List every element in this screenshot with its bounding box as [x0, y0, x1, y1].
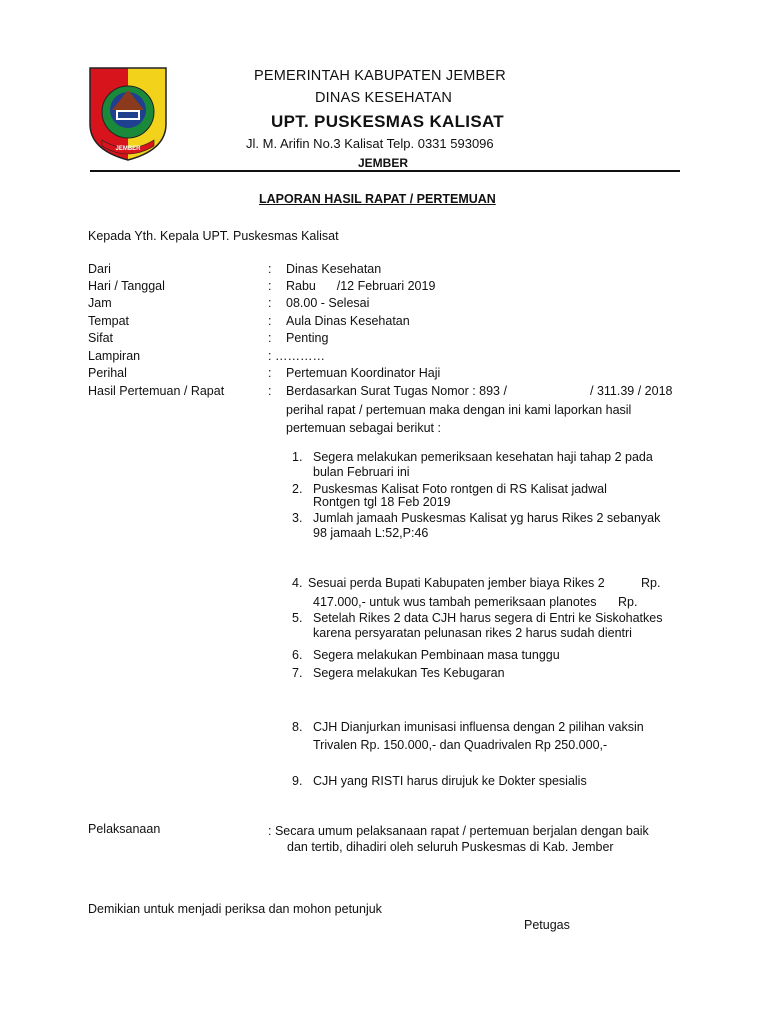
item-text-2: Puskesmas Kalisat Foto rontgen di RS Kalisat jadwal: [313, 482, 607, 496]
field-value-sifat: Penting: [286, 331, 329, 345]
field-colon-lampiran: : …………: [268, 349, 325, 363]
item-text-6: Segera melakukan Pembinaan masa tunggu: [313, 648, 560, 662]
field-colon-sifat: :: [268, 331, 272, 345]
item-text-5-cont: karena persyaratan pelunasan rikes 2 harus sudah dientri: [313, 626, 632, 640]
field-value-hasil-a: Berdasarkan Surat Tugas Nomor : 893 /: [286, 384, 507, 398]
item-number-7: 7.: [292, 666, 303, 680]
field-colon-dari: :: [268, 262, 272, 276]
closing-text: Demikian untuk menjadi periksa dan mohon petunjuk: [88, 902, 382, 916]
item-number-3: 3.: [292, 511, 303, 525]
header-government: PEMERINTAH KABUPATEN JEMBER: [254, 68, 506, 84]
field-colon-hasil: :: [268, 384, 272, 398]
field-value-hasil-line3: pertemuan sebagai berikut :: [286, 421, 441, 435]
item-text-4-amount: Rp.: [641, 576, 661, 590]
header-department: DINAS KESEHATAN: [315, 90, 453, 106]
field-colon-hari: :: [268, 279, 272, 293]
item-number-8: 8.: [292, 720, 303, 734]
item-number-4: 4.: [292, 576, 303, 590]
item-text-3: Jumlah jamaah Puskesmas Kalisat yg harus Rikes 2 sebanyak: [313, 511, 661, 525]
item-text-8-cont: Trivalen Rp. 150.000,- dan Quadrivalen Rp 250.000,-: [313, 738, 608, 752]
header-divider: [90, 170, 680, 172]
item-text-1: Segera melakukan pemeriksaan kesehatan haji tahap 2 pada: [313, 450, 653, 464]
field-value-perihal: Pertemuan Koordinator Haji: [286, 366, 441, 380]
header-address: Jl. M. Arifin No.3 Kalisat Telp. 0331 593096: [246, 136, 494, 151]
item-text-2-cont: Rontgen tgl 18 Feb 2019: [313, 495, 451, 509]
pelaksanaan-text: : Secara umum pelaksanaan rapat / pertemuan berjalan dengan baik: [268, 824, 649, 838]
item-text-3-cont: 98 jamaah L:52,P:46: [313, 526, 429, 540]
field-label-sifat: Sifat: [88, 331, 114, 345]
item-text-8: CJH Dianjurkan imunisasi influensa dengan 2 pilihan vaksin: [313, 720, 644, 734]
pelaksanaan-label: Pelaksanaan: [88, 822, 161, 836]
item-number-6: 6.: [292, 648, 303, 662]
pelaksanaan-text-cont: dan tertib, dihadiri oleh seluruh Puskesmas di Kab. Jember: [287, 840, 614, 854]
item-text-4-cont-amount: Rp.: [618, 595, 638, 609]
item-text-4-cont: 417.000,- untuk wus tambah pemeriksaan planotes: [313, 595, 597, 609]
item-number-5: 5.: [292, 611, 303, 625]
field-label-dari: Dari: [88, 262, 111, 276]
signature-label: Petugas: [524, 918, 570, 932]
field-colon-jam: :: [268, 296, 272, 310]
header-city: JEMBER: [358, 156, 409, 170]
field-label-hasil: Hasil Pertemuan / Rapat: [88, 384, 225, 398]
recipient: Kepada Yth. Kepala UPT. Puskesmas Kalisat: [88, 229, 339, 243]
field-label-jam: Jam: [88, 296, 112, 310]
item-text-4: Sesuai perda Bupati Kabupaten jember biaya Rikes 2: [308, 576, 605, 590]
field-label-tempat: Tempat: [88, 314, 129, 328]
field-label-perihal: Perihal: [88, 366, 127, 380]
field-value-dari: Dinas Kesehatan: [286, 262, 382, 276]
logo-text: JEMBER: [115, 146, 141, 152]
header-institution: UPT. PUSKESMAS KALISAT: [271, 112, 504, 131]
document-title: LAPORAN HASIL RAPAT / PERTEMUAN: [259, 192, 496, 206]
field-value-hari: Rabu /12 Februari 2019: [286, 279, 436, 293]
item-number-1: 1.: [292, 450, 303, 464]
field-value-tempat: Aula Dinas Kesehatan: [286, 314, 410, 328]
item-number-2: 2.: [292, 482, 303, 496]
field-colon-perihal: :: [268, 366, 272, 380]
item-text-9: CJH yang RISTI harus dirujuk ke Dokter spesialis: [313, 774, 587, 788]
district-logo: [88, 66, 168, 162]
field-label-hari: Hari / Tanggal: [88, 279, 165, 293]
item-text-7: Segera melakukan Tes Kebugaran: [313, 666, 505, 680]
item-text-1-cont: bulan Februari ini: [313, 465, 410, 479]
field-value-jam: 08.00 - Selesai: [286, 296, 370, 310]
field-value-hasil-line2: perihal rapat / pertemuan maka dengan ini kami laporkan hasil: [286, 403, 632, 417]
item-number-9: 9.: [292, 774, 303, 788]
field-value-hasil-b: / 311.39 / 2018: [590, 384, 673, 398]
field-colon-tempat: :: [268, 314, 272, 328]
item-text-5: Setelah Rikes 2 data CJH harus segera di Entri ke Siskohatkes: [313, 611, 663, 625]
field-label-lampiran: Lampiran: [88, 349, 141, 363]
